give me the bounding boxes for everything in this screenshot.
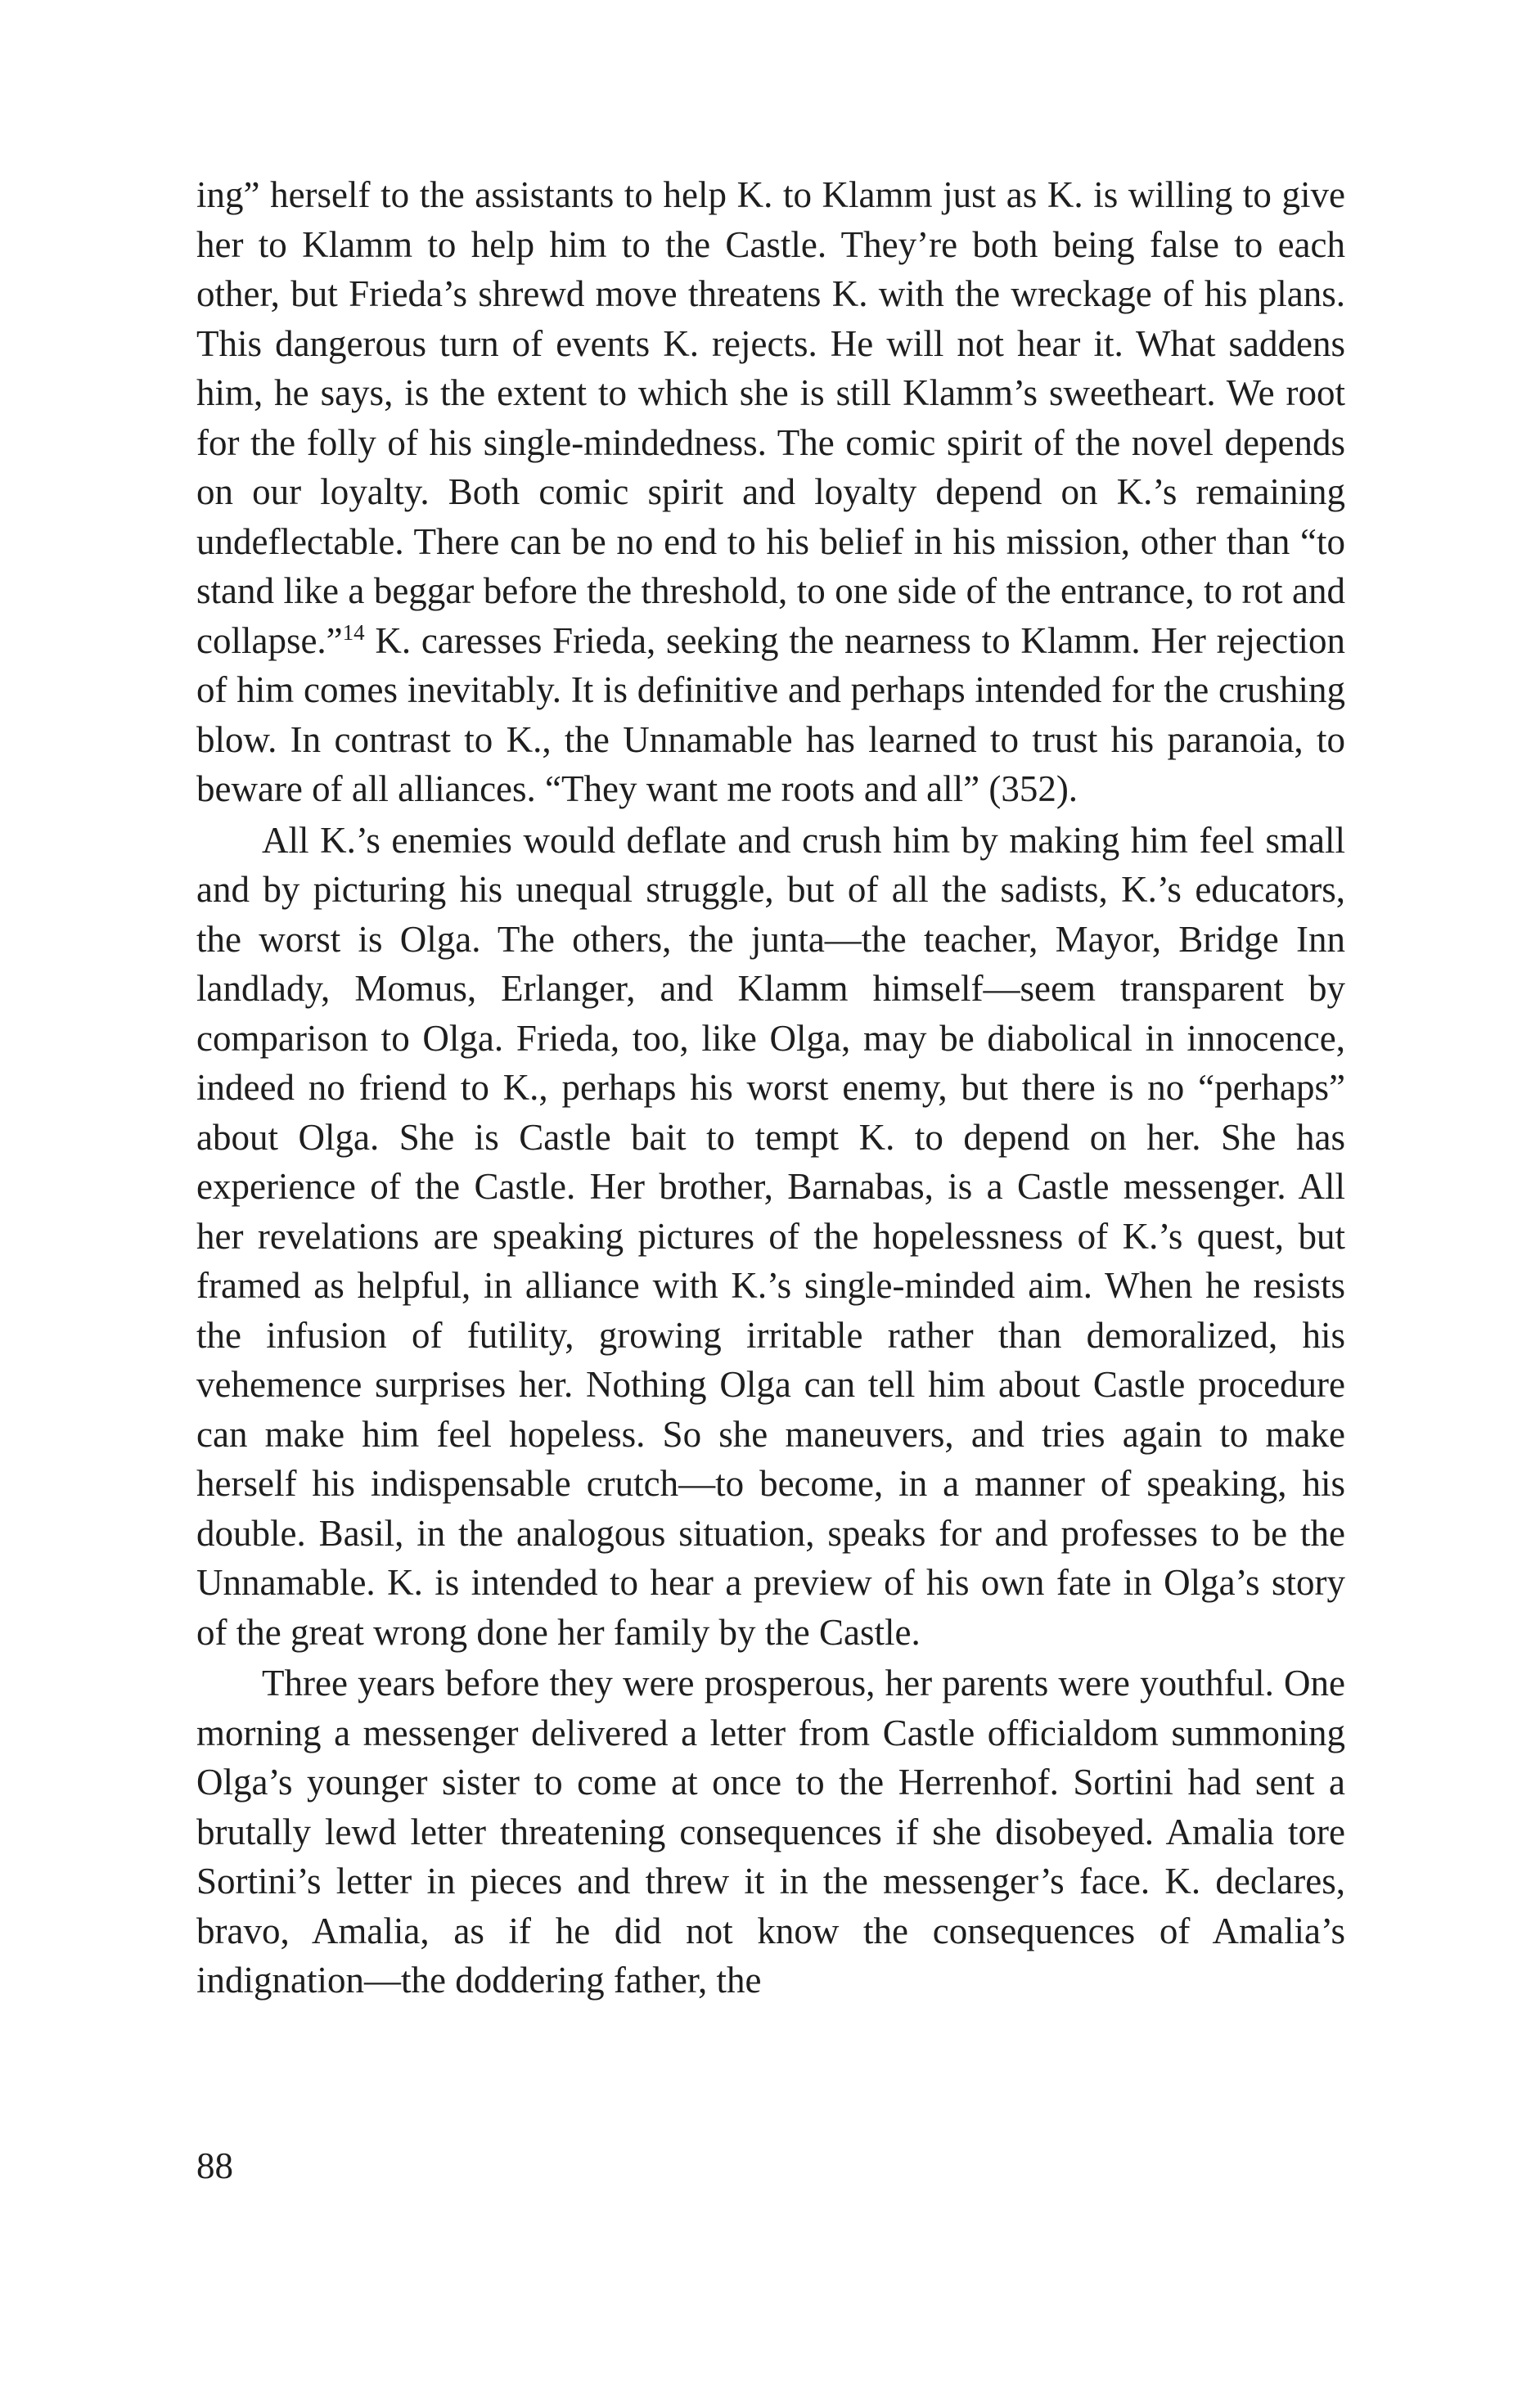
paragraph-amalia: Three years before they were prosperous, her parents were youthful. One morning a messenger delivered a letter from Castle officialdom summoning Olga’s younger sister to come at once to the Herrenhof. Sortini had sent a brutally lewd letter threatening consequences if she disobeyed. Amalia tore Sortini’s letter in pieces and threw it in the messenger’s face. K. declares, bravo, Amalia, as if he did not know the consequences of Amalia’s indignation—the doddering father, the [196, 1663, 1345, 2001]
paragraph-continued [196, 170, 1345, 814]
body-text [196, 170, 1345, 2005]
paragraph-text-after-note: K. caresses Frieda, seeking the nearness to Klamm. Her rejection of him comes inevitably. It is definitive and perhaps intended for the crushing blow. In contrast to K., the Unnamable has learned to trust his paranoia, to beware of all alliances. “They want me roots and all” (352). [196, 619, 1345, 809]
footnote-reference[interactable]: 14 [342, 619, 365, 645]
page-number: 88 [196, 2145, 233, 2186]
paragraph-olga: All K.’s enemies would deflate and crush him by making him feel small and by picturing his unequal struggle, but of all the sadists, K.’s educators, the worst is Olga. The others, the junta—the teacher, Mayor, Bridge Inn landlady, Momus, Erlanger, and Klamm himself—seem transparent by comparison to Olga. Frieda, too, like Olga, may be diabolical in innocence, indeed no friend to K., perhaps his worst enemy, but there is no “perhaps” about Olga. She is Castle bait to tempt K. to depend on her. She has experience of the Castle. Her brother, Barnabas, is a Castle messenger. All her revelations are speaking pictures of the hopelessness of K.’s quest, but framed as helpful, in alliance with K.’s single-minded aim. When he resists the infusion of futility, growing irritable rather than demoralized, his vehemence surprises her. Nothing Olga can tell him about Castle procedure can make him feel hopeless. So she maneuvers, and tries again to make herself his indispensable crutch—to become, in a manner of speaking, his double. Basil, in the analogous situation, speaks for and professes to be the Unnamable. K. is intended to hear a preview of his own fate in Olga’s story of the great wrong done her family by the Castle. [196, 819, 1345, 1653]
paragraph-text-before-note: ing” herself to the assistants to help K. to Klamm just as K. is willing to give her to Klamm to help him to the Castle. They’re both being false to each other, but Frieda’s shrewd move threatens K. with the wreckage of his plans. This dangerous turn of events K. rejects. He will not hear it. What saddens him, he says, is the extent to which she is still Klamm’s sweetheart. We root for the folly of his single-mindedness. The comic spirit of the novel depends on our loyalty. Both comic spirit and loyalty depend on K.’s remaining undeflectable. There can be no end to his belief in his mission, other than “to stand like a beggar before the threshold, to one side of the entrance, to rot and collapse.” [196, 174, 1345, 661]
